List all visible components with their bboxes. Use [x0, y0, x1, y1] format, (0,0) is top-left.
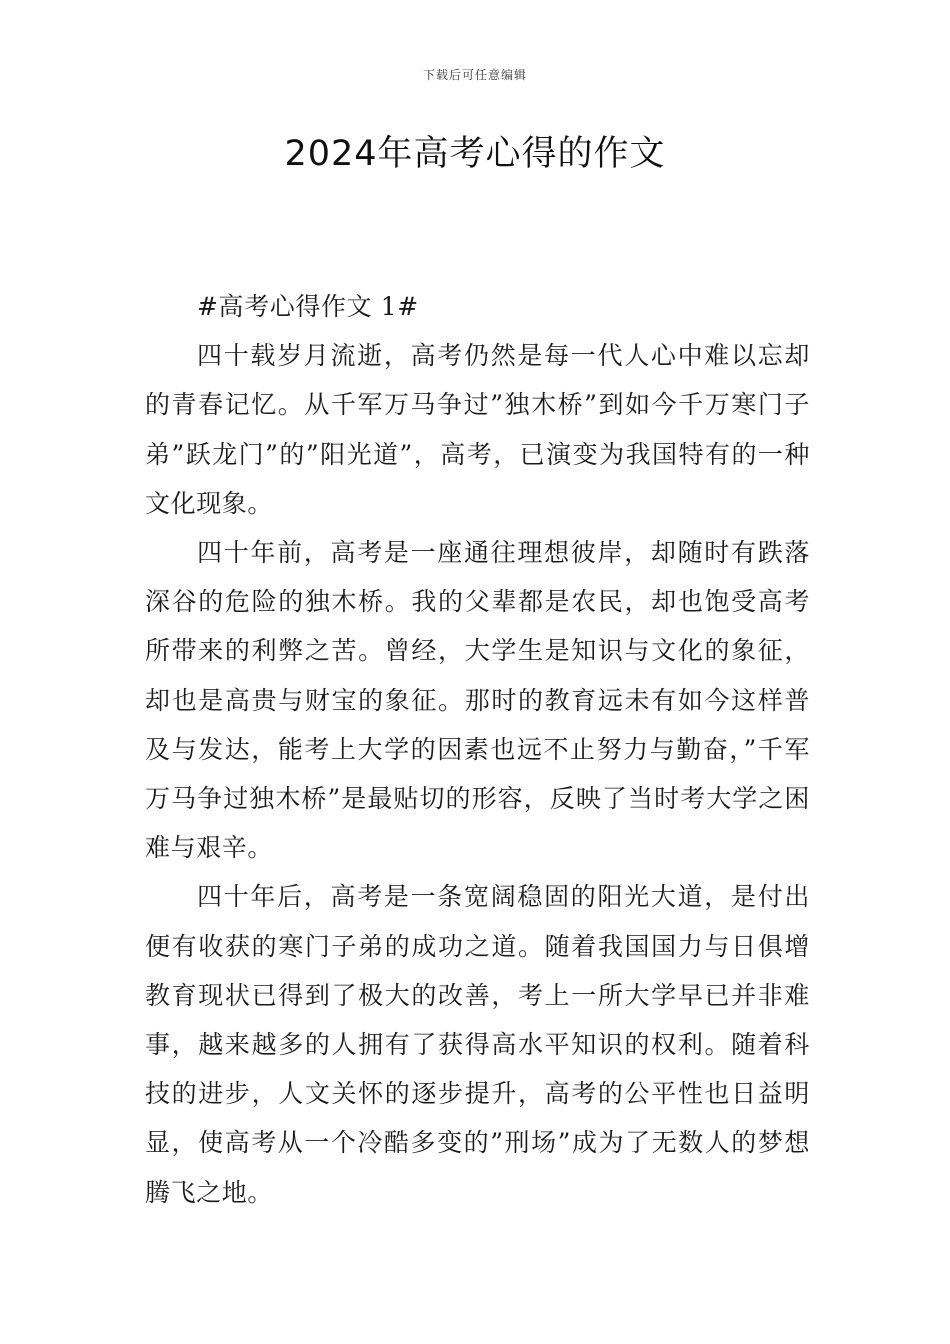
document-title: 2024年高考心得的作文: [284, 134, 666, 174]
paragraph-2: 四十年前，高考是一座通往理想彼岸，却随时有跌落深谷的危险的独木桥。我的父辈都是农民，却也饱受高考所带来的利弊之苦。曾经，大学生是知识与文化的象征，却也是高贵与财宝的象征。那时的教育远未有如今这样普及与发达，能考上大学的因素也远不止努力与勤奋，”千军万马争过独木桥”是最贴切的形容，反映了当时考大学之困难与艰辛。: [145, 538, 810, 863]
paragraph-3: 四十年后，高考是一条宽阔稳固的阳光大道，是付出便有收获的寒门子弟的成功之道。随着我国国力与日俱增教育现状已得到了极大的改善，考上一所大学早已并非难事，越来越多的人拥有了获得高水平知识的权利。随着科技的进步，人文关怀的逐步提升，高考的公平性也日益明显，使高考从一个冷酷多变的”刑场”成为了无数人的梦想腾飞之地。: [145, 882, 810, 1207]
header-note: 下载后可任意编辑: [422, 68, 527, 82]
document-body: [145, 282, 810, 1217]
paragraph-1: 四十载岁月流逝，高考仍然是每一代人心中难以忘却的青春记忆。从千军万马争过”独木桥”到如今千万寒门子弟”跃龙门”的”阳光道”，高考，已演变为我国特有的一种文化现象。: [145, 341, 810, 518]
section-heading: #高考心得作文 1#: [197, 292, 419, 321]
